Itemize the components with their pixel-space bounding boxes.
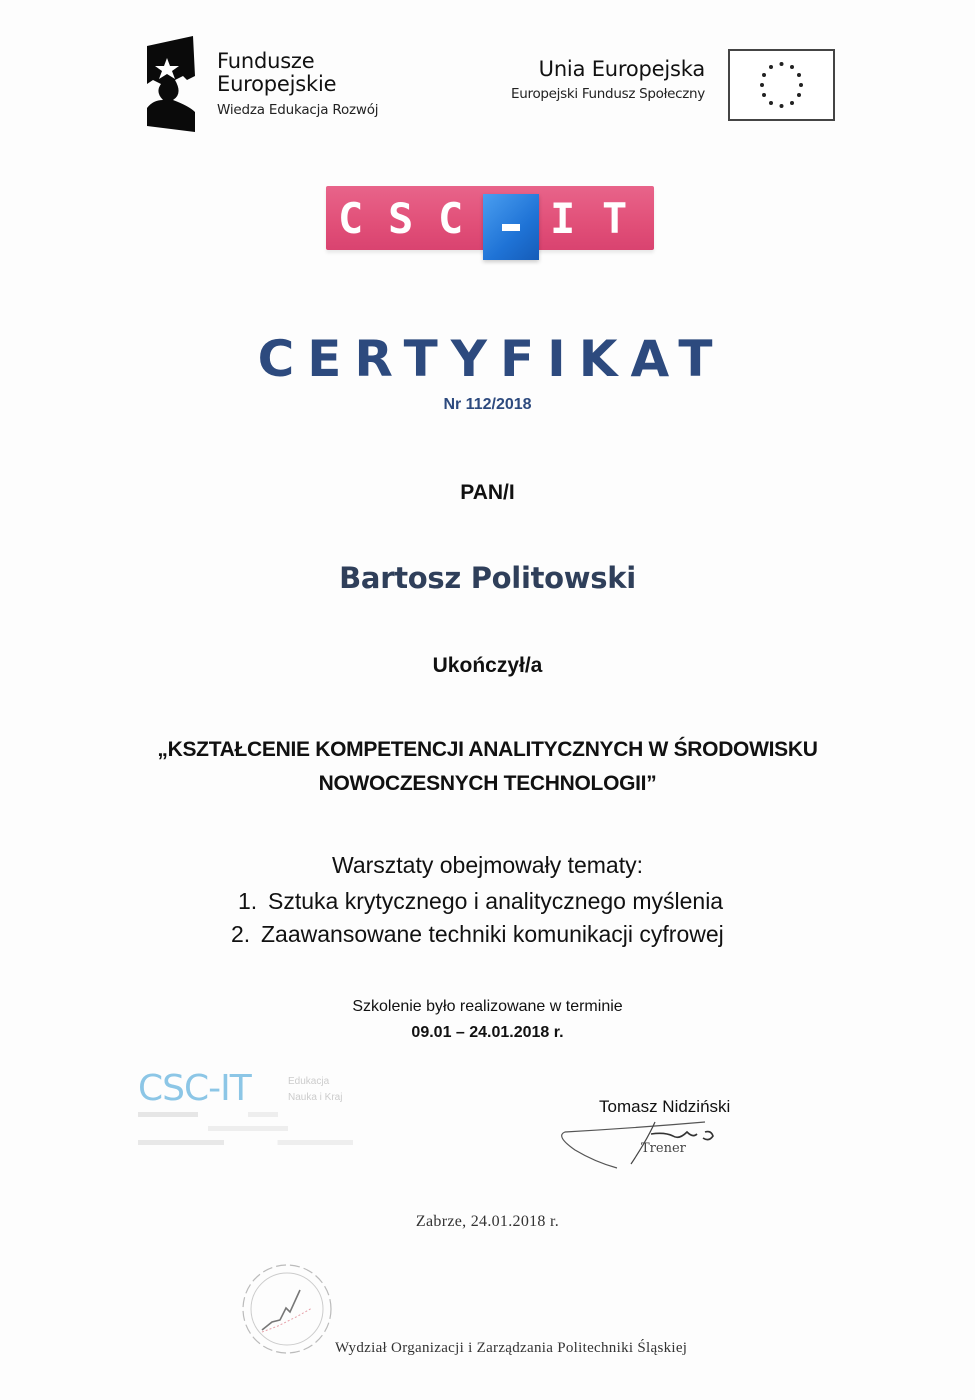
workshops-heading: Warsztaty obejmowały tematy: [331, 852, 644, 878]
stamp-side-line2: Nauka i Kraj [288, 1092, 343, 1103]
fe-title-line2: Europejskie [217, 72, 337, 96]
stamp-faded-line [138, 1112, 338, 1117]
fe-subtitle: Wiedza Edukacja Rozwój [217, 102, 379, 118]
stamp-faded-line [138, 1140, 353, 1145]
topic-text: Sztuka krytycznego i analitycznego myślenia [268, 888, 724, 914]
place-date: Zabrze, 24.01.2018 r. [415, 1213, 560, 1230]
topic-item [238, 885, 724, 918]
fundusze-europejskie-star-icon [145, 36, 197, 132]
trainer-name: Tomasz Nidziński [599, 1097, 731, 1116]
csc-it-logo [326, 182, 654, 264]
topic-number: 2. [231, 921, 251, 947]
csc-letter-i: I [550, 194, 576, 243]
eu-subtitle: Europejski Fundusz Społeczny [511, 86, 705, 102]
term-dates: 09.01 – 24.01.2018 r. [411, 1024, 564, 1041]
dash-icon [502, 224, 520, 231]
trainer-role: Trener [641, 1141, 686, 1156]
csc-letter-t: T [602, 194, 628, 243]
course-title-line1: „KSZTAŁCENIE KOMPETENCJI ANALITYCZNYCH W ŚRODOWISKU [157, 738, 818, 761]
stamp-side-line1: Edukacja [288, 1076, 330, 1087]
term-label: Szkolenie było realizowane w terminie [352, 998, 623, 1015]
course-title [0, 733, 975, 801]
certificate-title: CERTYFIKAT [257, 330, 726, 388]
completed-label: Ukończył/a [432, 654, 543, 677]
stamp-side-text [288, 1074, 342, 1106]
topic-number: 1. [238, 888, 258, 914]
topic-text: Zaawansowane techniki komunikacji cyfrowej [261, 921, 724, 947]
fe-logo-text [217, 50, 378, 118]
topic-item [231, 918, 724, 951]
course-title-line2: NOWOCZESNYCH TECHNOLOGII” [318, 772, 657, 795]
csc-letter-c2: C [438, 194, 464, 243]
eu-flag-icon [728, 49, 835, 121]
faculty-name: Wydział Organizacji i Zarządzania Politechniki Śląskiej [335, 1340, 688, 1356]
recipient-name: Bartosz Politowski [339, 561, 636, 595]
csc-letter-c1: C [338, 194, 364, 243]
eu-title: Unia Europejska [538, 57, 705, 81]
stamp-faded-line [208, 1126, 288, 1131]
university-seal-icon [238, 1260, 336, 1358]
certificate-number: Nr 112/2018 [443, 396, 532, 413]
fe-title-line1: Fundusze [217, 49, 315, 73]
company-stamp [138, 1068, 368, 1158]
csc-letter-s: S [388, 194, 414, 243]
stamp-title: CSC-IT [138, 1068, 251, 1109]
csc-logo-blue-dash-block [483, 194, 539, 260]
topics-list [231, 885, 724, 951]
salutation: PAN/I [460, 481, 515, 504]
eu-logo-text [511, 57, 705, 102]
